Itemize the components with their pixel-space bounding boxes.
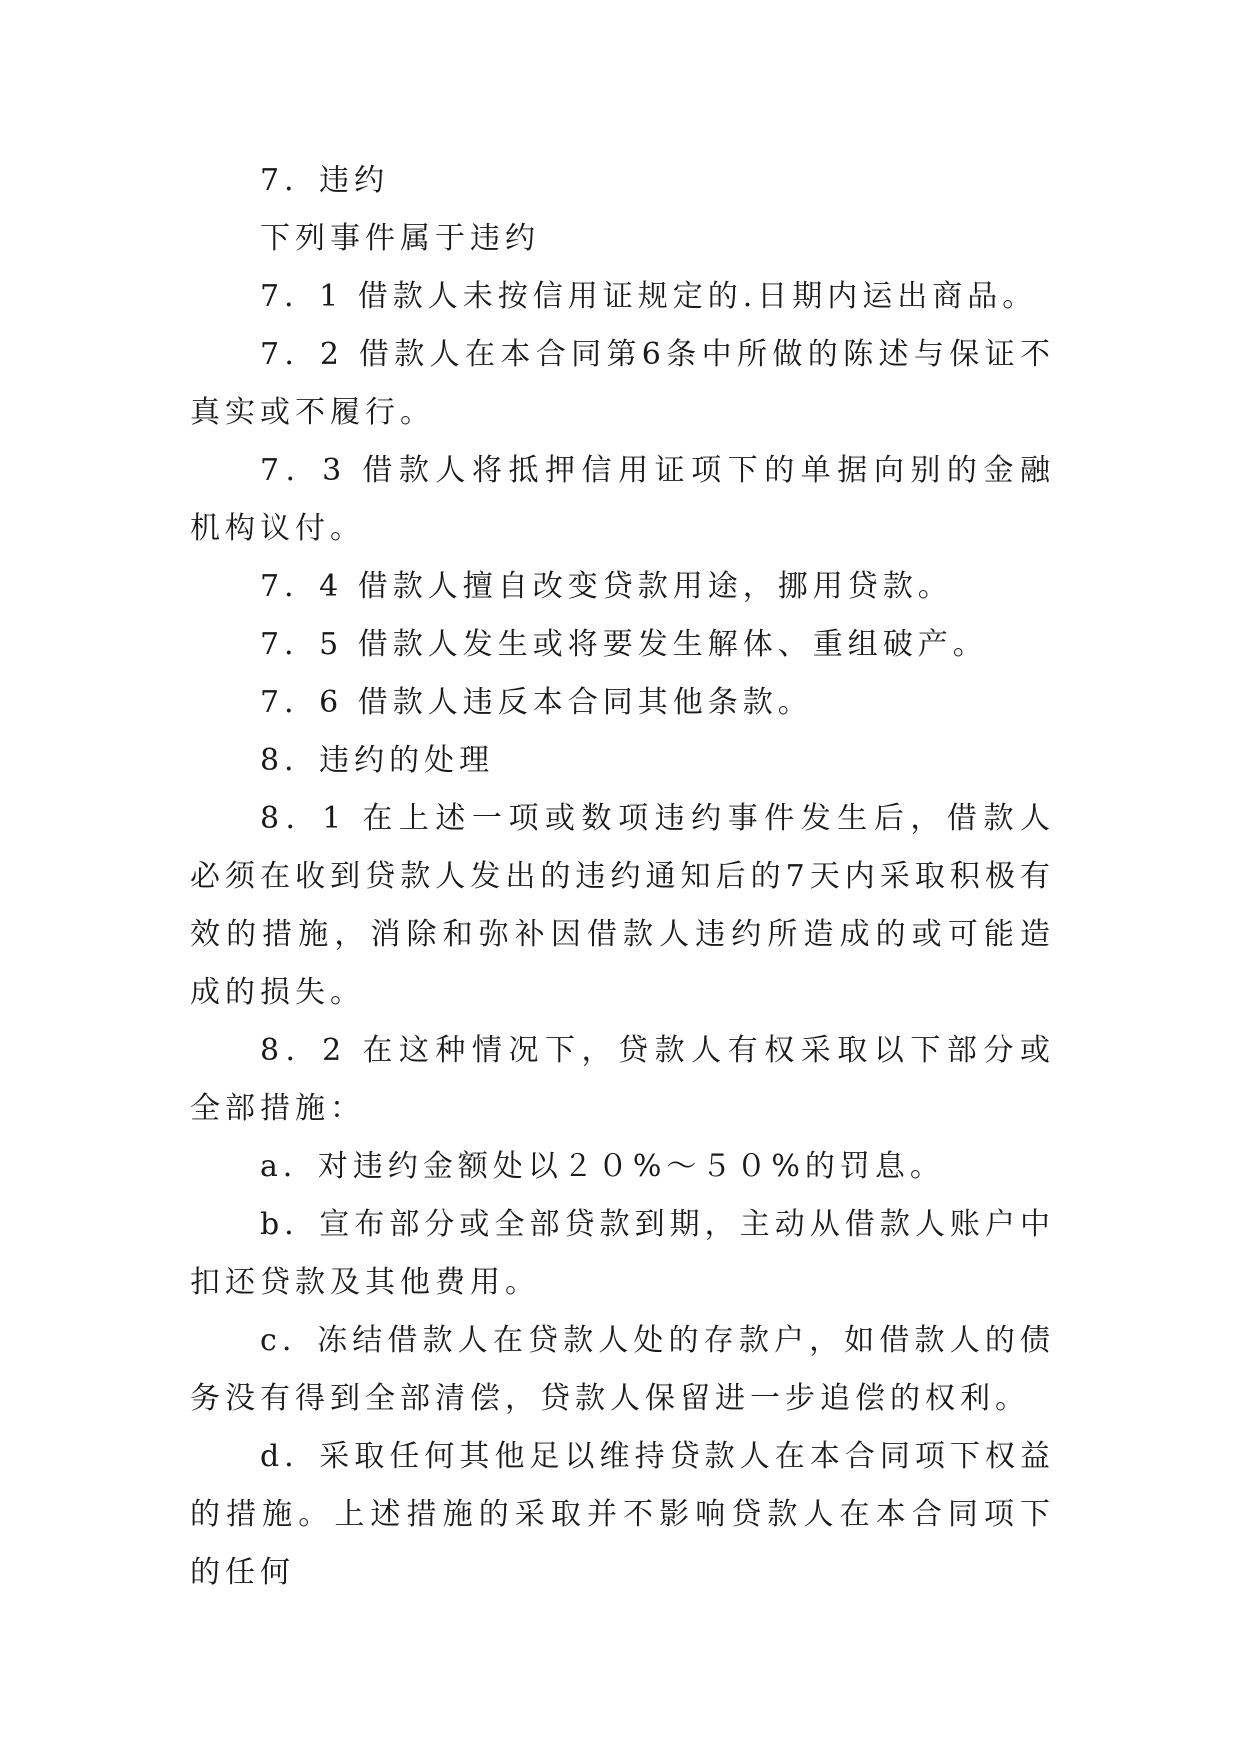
clause-8-2: 8．2 在这种情况下，贷款人有权采取以下部分或全部措施： — [190, 1033, 1055, 1126]
measure-b: b．宣布部分或全部贷款到期，主动从借款人账户中扣还贷款及其他费用。 — [190, 1207, 1055, 1300]
section-heading-8: 8．违约的处理 — [260, 743, 495, 778]
clause-7-6: 7．6 借款人违反本合同其他条款。 — [260, 685, 813, 720]
paragraph-intro: 下列事件属于违约 — [260, 221, 540, 256]
clause-8-1: 8．1 在上述一项或数项违约事件发生后，借款人必须在收到贷款人发出的违约通知后的7天内采取积极有效的措施，消除和弥补因借款人违约所造成的或可能造成的损失。 — [190, 801, 1055, 1010]
clause-7-3: 7．3 借款人将抵押信用证项下的单据向别的金融机构议付。 — [190, 453, 1055, 546]
document-body — [190, 152, 1055, 1602]
measure-a: a．对违约金额处以２０%～５０%的罚息。 — [260, 1149, 945, 1184]
clause-7-2: 7．2 借款人在本合同第6条中所做的陈述与保证不真实或不履行。 — [190, 337, 1055, 430]
clause-7-4: 7．4 借款人擅自改变贷款用途，挪用贷款。 — [260, 569, 953, 604]
measure-d: d．采取任何其他足以维持贷款人在本合同项下权益的措施。上述措施的采取并不影响贷款人在本合同项下的任何 — [190, 1439, 1055, 1590]
measure-c: c．冻结借款人在贷款人处的存款户，如借款人的债务没有得到全部清偿，贷款人保留进一步追偿的权利。 — [190, 1323, 1055, 1416]
clause-7-5: 7．5 借款人发生或将要发生解体、重组破产。 — [260, 627, 988, 662]
section-heading-7: 7．违约 — [260, 163, 390, 198]
clause-7-1: 7．1 借款人未按信用证规定的.日期内运出商品。 — [260, 279, 1038, 314]
